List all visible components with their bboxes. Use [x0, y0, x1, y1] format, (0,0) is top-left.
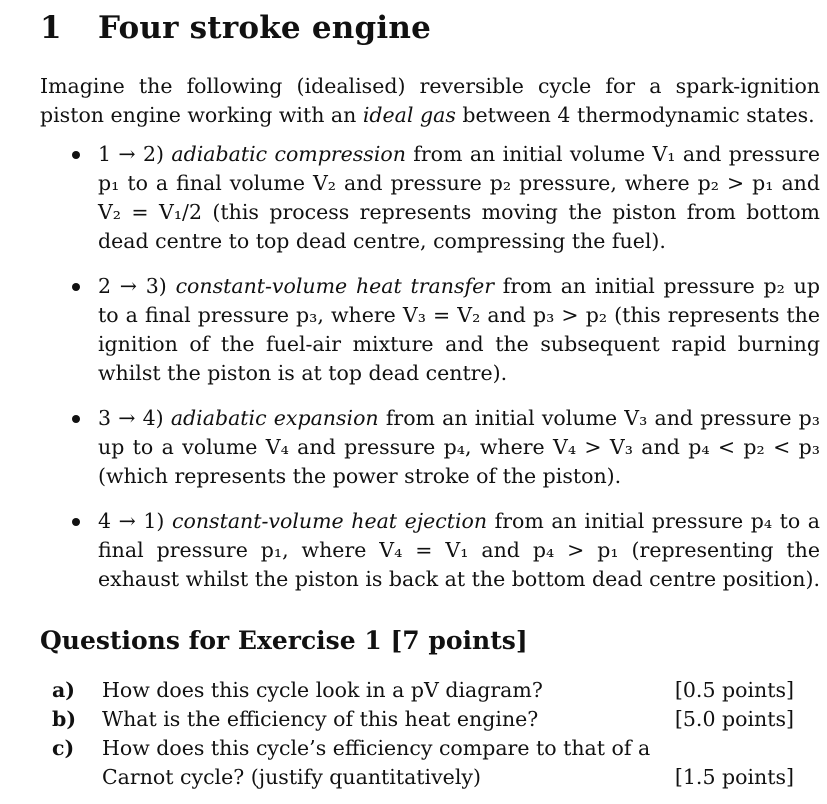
questions-list: [40, 676, 800, 792]
section-title-text: Four stroke engine: [98, 10, 432, 46]
bullet-dot: [72, 151, 80, 159]
process-item: [60, 404, 820, 491]
intro-emphasis: ideal gas: [362, 103, 456, 127]
question-label: c): [52, 736, 75, 760]
question-text: How does this cycle’s efficiency compare to that of a: [102, 736, 651, 760]
process-list: [60, 140, 820, 610]
process-label: 3 → 4): [98, 406, 164, 430]
question-item: [40, 676, 800, 705]
question-item: [40, 705, 800, 734]
question-text: How does this cycle look in a pV diagram?: [102, 678, 543, 702]
question-points: [0.5 points]: [674, 678, 794, 702]
intro-prefix: Imagine the following (idealised) reversible cycle for a spark-ignition piston engine working with an: [40, 74, 820, 127]
process-name: constant-volume heat ejection: [172, 509, 488, 533]
section-title: [40, 10, 431, 46]
question-label: a): [52, 678, 75, 702]
process-label: 1 → 2): [98, 142, 164, 166]
process-name: constant-volume heat transfer: [175, 274, 495, 298]
question-item: [40, 734, 800, 763]
process-name: adiabatic expansion: [170, 406, 379, 430]
process-label: 2 → 3): [98, 274, 167, 298]
bullet-dot: [72, 283, 80, 291]
process-item: [60, 140, 820, 256]
questions-heading: Questions for Exercise 1 [7 points]: [40, 626, 528, 655]
process-text: from an initial pressure p₄ to a final pressure p₁, where V₄ = V₁ and p₄ > p₁ (representing the exhaust whilst the piston is back at the bottom dead centre position).: [98, 509, 820, 591]
section-number: 1: [40, 10, 62, 46]
bullet-dot: [72, 415, 80, 423]
intro-paragraph: [40, 72, 820, 130]
process-label: 4 → 1): [98, 509, 165, 533]
process-item: [60, 272, 820, 388]
process-text: from an initial volume V₃ and pressure p₃ up to a volume V₄ and pressure p₄, where V₄ > V₃ and p₄ < p₂ < p₃ (which represents the power stroke of the piston).: [98, 406, 820, 488]
process-item: [60, 507, 820, 594]
question-label: b): [52, 707, 77, 731]
bullet-dot: [72, 518, 80, 526]
question-item-continued: [40, 763, 800, 792]
process-text: from an initial volume V₁ and pressure p₁ to a final volume V₂ and pressure p₂ pressure, where p₂ > p₁ and V₂ = V₁/2 (this process represents moving the piston from bottom dead centre to top dead centre, compressing the fuel).: [98, 142, 820, 253]
question-points: [5.0 points]: [674, 707, 794, 731]
process-name: adiabatic compression: [171, 142, 406, 166]
question-text-continued: Carnot cycle? (justify quantitatively): [102, 765, 481, 789]
question-points: [1.5 points]: [674, 765, 794, 789]
process-text: from an initial pressure p₂ up to a final pressure p₃, where V₃ = V₂ and p₃ > p₂ (this represents the ignition of the fuel-air mixture and the subsequent rapid burning whilst the piston is at top dead centre).: [98, 274, 820, 385]
intro-suffix: between 4 thermodynamic states.: [455, 103, 815, 127]
question-text: What is the efficiency of this heat engine?: [102, 707, 539, 731]
